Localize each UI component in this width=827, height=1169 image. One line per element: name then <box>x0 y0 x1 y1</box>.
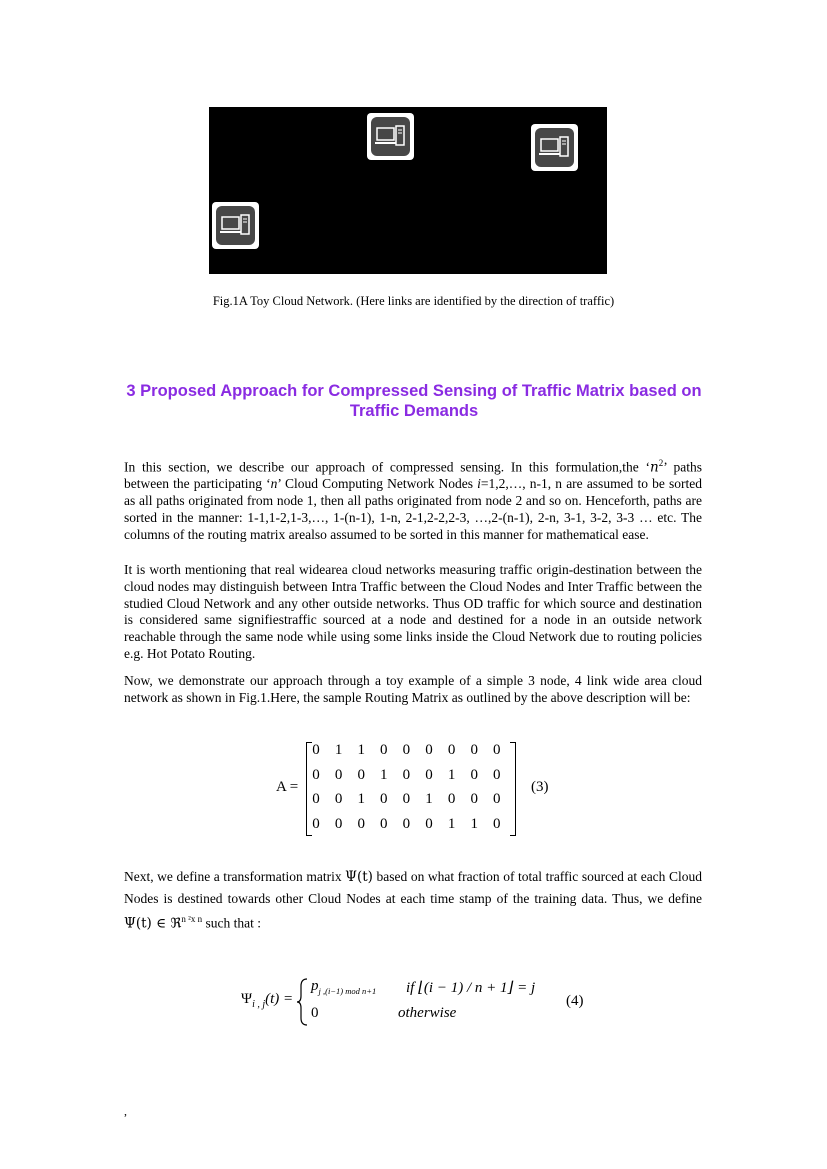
p1-i: i <box>477 476 481 492</box>
matrix-cell: 1 <box>447 766 456 783</box>
matrix-cell: 0 <box>447 791 456 807</box>
matrix-cell: 0 <box>425 766 433 783</box>
p1-text-a: In this section, we describe our approach of compressed sensing. In this formulation,the ‘ <box>124 459 651 475</box>
p4-text-a: Next, we define a transformation matrix <box>124 869 346 884</box>
equation-3-number: (3) <box>531 779 549 795</box>
matrix-cell: 1 <box>357 791 365 807</box>
matrix-cell: 0 <box>380 815 388 832</box>
p1-n: n <box>270 476 278 492</box>
matrix-right-bracket <box>510 742 516 836</box>
paragraph-1 <box>124 455 702 543</box>
matrix-cell: 0 <box>402 766 411 783</box>
p1-text-b: ’ paths between the participating ‘ <box>124 459 702 492</box>
matrix-cell: 0 <box>357 766 365 783</box>
section-heading <box>118 381 710 421</box>
p4-text-c: such that : <box>202 915 261 931</box>
eq4-lhs-sub: i , j <box>252 999 266 1010</box>
equation-4-number: (4) <box>566 993 584 1009</box>
paragraph-4 <box>124 866 702 935</box>
matrix-cell: 0 <box>447 742 456 758</box>
matrix-cell: 0 <box>312 742 320 758</box>
cloud-node-3 <box>212 202 259 249</box>
matrix-cell: 1 <box>334 742 343 758</box>
eq4-case1-sub: j ,(i−1) mod n+1 <box>318 986 377 996</box>
computer-icon <box>367 113 414 160</box>
p4-text-b: based on what fraction of total traffic sourced at each Cloud Nodes is destined towards other Cloud Nodes at each time stamp of the training data. Thus, we define <box>124 869 702 906</box>
p4-definition: Ψ(t) ∈ ℜ <box>124 915 182 932</box>
matrix-cell: 0 <box>493 791 501 807</box>
p1-n2: n <box>650 459 659 476</box>
equation-4-lhs <box>241 991 293 1010</box>
matrix-cell: 0 <box>312 791 320 807</box>
matrix-cell: 0 <box>493 766 501 783</box>
matrix-cell: 0 <box>402 815 411 832</box>
matrix-lhs: A = <box>276 779 299 795</box>
matrix-cell: 0 <box>402 791 411 807</box>
eq4-case1-value: $p_{j ,(i-1) mod n+1}$ <box>311 978 377 996</box>
matrix-cell: 0 <box>402 742 411 758</box>
matrix-cell: 1 <box>447 815 456 832</box>
matrix-cell: 0 <box>470 791 478 807</box>
p1-sup: 2 <box>658 458 664 468</box>
paragraph-3: Now, we demonstrate our approach through a toy example of a simple 3 node, 4 link wide area cloud network as shown in Fig.1.Here, the sample Routing Matrix as outlined by the above description will be: <box>124 673 702 705</box>
matrix-cell: 0 <box>312 766 320 783</box>
paragraph-2: It is worth mentioning that real widearea cloud networks measuring traffic origin-destination between the cloud nodes may distinguish between Intra Traffic between the Cloud Nodes and Inter Traffic between the studied Cloud Network and any other outside networks. Thus OD traffic for which source and destination is considered same signifiestraffic sourced at a node and destined for a node in an outside network reachable through the same node while using some links inside the Cloud Network due to routing policies e.g. Hot Potato Routing. <box>124 562 702 661</box>
section-heading-line1: 3 Proposed Approach for Compressed Sensing of Traffic Matrix based on <box>126 382 702 400</box>
matrix-cell: 0 <box>380 791 388 807</box>
eq4-case2-condition: otherwise <box>398 1005 457 1021</box>
p1-text-c: ’ Cloud Computing Network Nodes <box>277 476 478 492</box>
matrix-cell: 0 <box>470 766 478 783</box>
figure-caption: Fig.1A Toy Cloud Network. (Here links are identified by the direction of traffic) <box>212 294 615 308</box>
cloud-node-2 <box>531 124 578 171</box>
matrix-cell: 0 <box>425 742 433 758</box>
p1-text-d: =1,2,…, n-1, n are assumed to be sorted as all paths originated from node 1, then all paths originated from node 2 and so on. Henceforth, paths are sorted in the manner: 1-1,1-2,1-3,…, 1-(n-1), 1-n, 2-1,2-2,2-3, …,2-(n-1), 2-n, 3-1, 3-2, 3-3 … etc. The columns of the routing matrix arealso assumed to be sorted in this manner for mathematical ease. <box>124 476 702 542</box>
matrix-cell: 1 <box>470 815 478 832</box>
matrix-cell: 0 <box>425 815 433 832</box>
matrix-cell: 0 <box>334 766 343 783</box>
matrix-cell: 0 <box>334 791 343 807</box>
footer-mark: , <box>124 1104 127 1118</box>
toy-cloud-network-figure <box>209 107 607 274</box>
eq4-psi: Ψ <box>241 991 253 1007</box>
matrix-cell: 0 <box>312 815 320 832</box>
matrix-cell: 0 <box>357 815 365 832</box>
matrix-cell: 1 <box>425 791 433 807</box>
p4-sup: n ²x n <box>181 914 203 924</box>
computer-icon <box>531 124 578 171</box>
matrix-cell: 0 <box>380 742 388 758</box>
matrix-cell: 0 <box>493 742 501 758</box>
matrix-cell: 1 <box>380 766 388 783</box>
cloud-node-1 <box>367 113 414 160</box>
p4-psi: Ψ(t) <box>345 869 373 885</box>
eq4-lhs-tail: (t) = <box>265 991 294 1007</box>
section-heading-line2: Traffic Demands <box>349 402 479 420</box>
matrix-cell: 1 <box>357 742 365 758</box>
computer-icon <box>212 202 259 249</box>
matrix-cell: 0 <box>334 815 343 832</box>
brace-icon <box>297 978 309 1026</box>
eq4-case2-value: 0 <box>311 1005 319 1021</box>
eq4-case1-condition: if ⌊(i − 1) / n + 1⌋ = j <box>406 980 536 996</box>
matrix-cell: 0 <box>493 815 501 832</box>
matrix-cell: 0 <box>470 742 478 758</box>
